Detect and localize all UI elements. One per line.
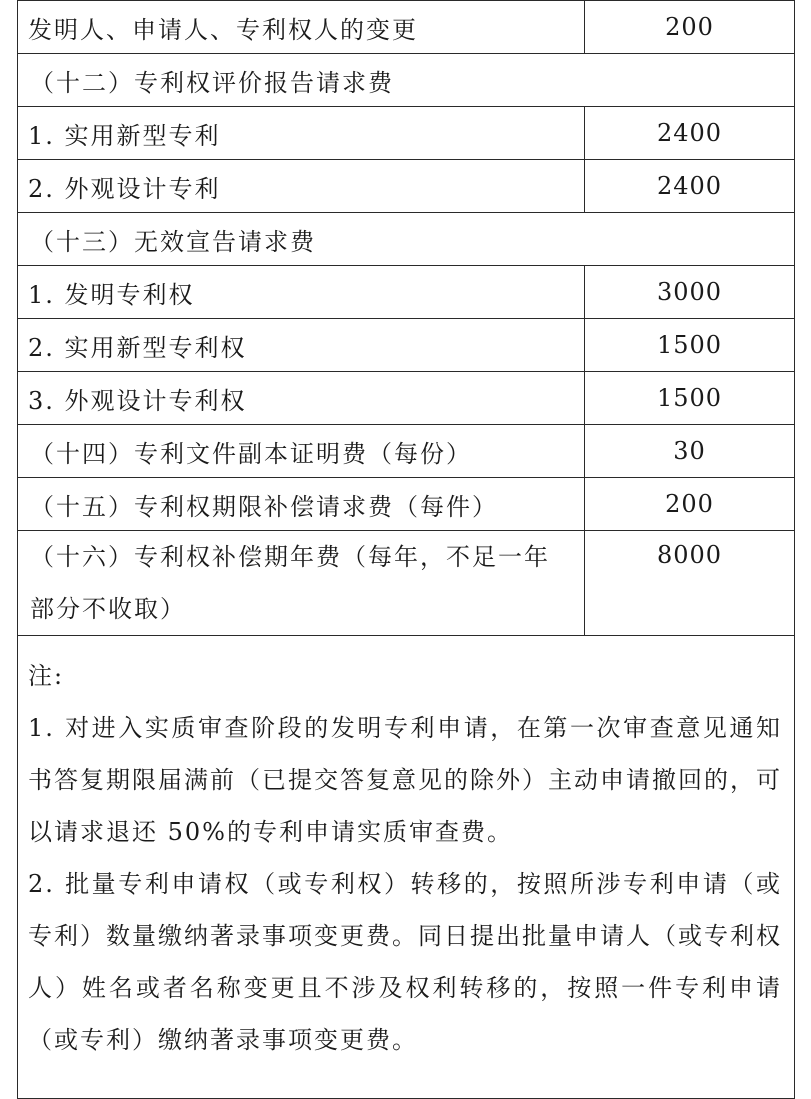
fee-amount: 200 — [585, 1, 795, 54]
fee-item-label-line2: 部分不收取） — [30, 595, 186, 623]
table-row — [18, 160, 795, 213]
fee-item-label: 发明人、申请人、专利权人的变更 — [18, 1, 585, 54]
section-heading: （十三）无效宣告请求费 — [18, 213, 795, 266]
notes-cell — [18, 636, 795, 1099]
table-row — [18, 478, 795, 531]
table-row — [18, 1, 795, 54]
fee-item-label-multiline — [18, 531, 585, 636]
table-row — [18, 266, 795, 319]
fee-amount: 200 — [585, 478, 795, 531]
fee-item-label: 2. 实用新型专利权 — [18, 319, 585, 372]
section-row — [18, 213, 795, 266]
notes-heading: 注: — [28, 662, 65, 690]
note-paragraph-1: 1. 对进入实质审查阶段的发明专利申请，在第一次审查意见通知书答复期限届满前（已提交答复意见的除外）主动申请撤回的，可以请求退还 50%的专利申请实质审查费。 — [28, 714, 782, 846]
table-row — [18, 531, 795, 636]
fee-item-label: （十四）专利文件副本证明费（每份） — [18, 425, 585, 478]
fee-amount: 1500 — [585, 372, 795, 425]
fee-amount: 30 — [585, 425, 795, 478]
fee-item-label: 1. 实用新型专利 — [18, 107, 585, 160]
fee-amount: 8000 — [585, 531, 795, 636]
section-heading: （十二）专利权评价报告请求费 — [18, 54, 795, 107]
section-row — [18, 54, 795, 107]
fee-amount: 2400 — [585, 160, 795, 213]
fee-amount: 3000 — [585, 266, 795, 319]
table-row — [18, 425, 795, 478]
table-row — [18, 319, 795, 372]
fee-table — [17, 0, 795, 1099]
fee-item-label: （十五）专利权期限补偿请求费（每件） — [18, 478, 585, 531]
notes-row — [18, 636, 795, 1099]
fee-amount: 1500 — [585, 319, 795, 372]
fee-item-label: 3. 外观设计专利权 — [18, 372, 585, 425]
fee-amount: 2400 — [585, 107, 795, 160]
note-paragraph-2: 2. 批量专利申请权（或专利权）转移的，按照所涉专利申请（或专利）数量缴纳著录事项变更费。同日提出批量申请人（或专利权人）姓名或者名称变更且不涉及权利转移的，按照一件专利申请（或专利）缴纳著录事项变更费。 — [28, 870, 782, 1054]
table-row — [18, 107, 795, 160]
fee-item-label: 1. 发明专利权 — [18, 266, 585, 319]
fee-item-label: 2. 外观设计专利 — [18, 160, 585, 213]
table-row — [18, 372, 795, 425]
fee-item-label-line1: （十六）专利权补偿期年费（每年，不足一年 — [30, 543, 550, 571]
